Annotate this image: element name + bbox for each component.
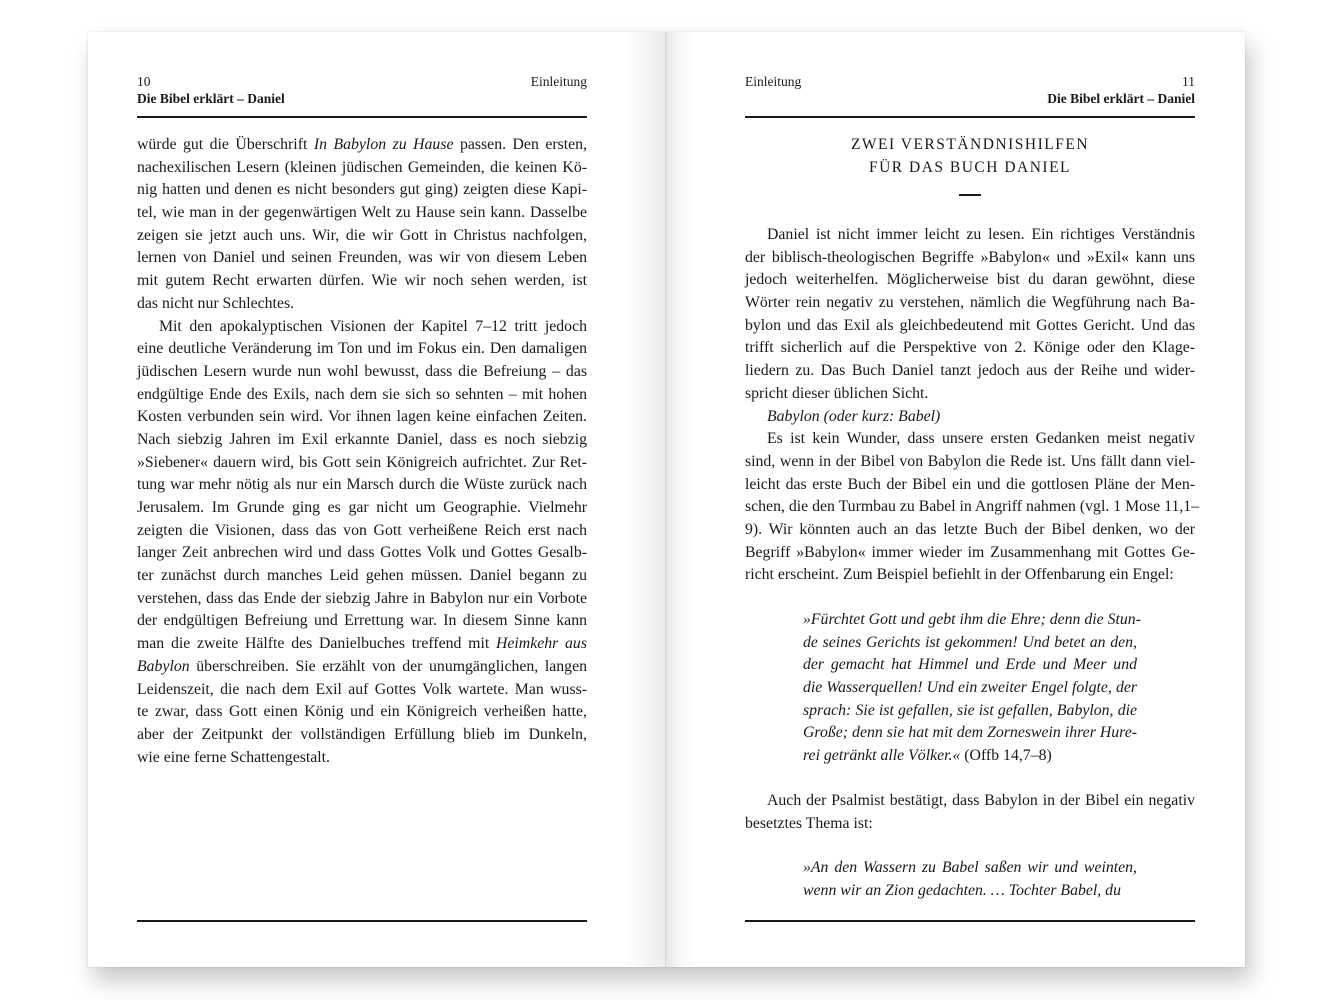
text-line [745, 519, 1195, 542]
text-line [745, 677, 1195, 700]
text-line [137, 270, 587, 293]
text-line [137, 361, 587, 384]
text-run: nig hatten und denen es nicht besonders gut ging) zeigten diese Kapi- [137, 181, 587, 199]
text-run: sind, wenn in der Bibel von Babylon die Rede ist. Uns fällt dann viel- [745, 452, 1195, 470]
text-run: man die zweite Hälfte des Danielbuches treffend mit [137, 635, 496, 653]
text-line [137, 588, 587, 611]
text-line [137, 202, 587, 225]
title-ornament-dash [959, 194, 981, 196]
text-line [137, 701, 587, 724]
body-text [745, 224, 1200, 903]
text-line [137, 429, 587, 452]
text-line [745, 269, 1195, 292]
running-header [745, 73, 1195, 113]
text-run: »Siebener« dauern wird, bis Gott sein Königreich aufrichtet. Zur Ret- [137, 453, 587, 471]
paragraph [745, 224, 1195, 406]
section-name: Einleitung [745, 74, 802, 89]
text-run: 9). Wir könnten auch an das letzte Buch der Bibel denken, wo der [745, 520, 1195, 538]
block-spacer [745, 835, 1195, 857]
text-run: leicht das erste Buch der Bibel ein und die gottlosen Pläne der Men- [745, 475, 1195, 493]
text-run: das nicht nur Schlechtes. [137, 294, 295, 312]
block-spacer [745, 768, 1195, 790]
text-run: richt erscheint. Zum Beispiel befiehlt in der Offenbarung ein Engel: [745, 566, 1174, 584]
text-line [137, 679, 587, 702]
text-line [745, 496, 1200, 519]
text-run: Leidenszeit, die nach dem Exil auf Gottes Volk wartete. Man wuss- [137, 680, 587, 698]
text-line [137, 656, 587, 679]
text-run: schen, die den Turmbau zu Babel in Angriff nahmen (vgl. 1 Mose 11,1– [745, 498, 1200, 516]
text-line [745, 383, 1195, 406]
italic-text: »Fürchtet Gott und gebt ihm die Ehre; denn die Stun- [803, 611, 1141, 628]
italic-text: Babylon (oder kurz: Babel) [767, 407, 941, 425]
text-line [137, 134, 587, 157]
text-run: verstehen, dass das Ende der siebzig Jahre in Babylon nur ein Vorbote [137, 589, 587, 607]
italic-text: sprach: Sie ist gefallen, sie ist gefallen, Babylon, die [803, 701, 1137, 719]
text-run: endgültige Ende des Exils, nach dem sie sich so sehnten – mit hohen [137, 385, 587, 403]
text-line [137, 157, 587, 180]
text-line [745, 474, 1195, 497]
text-run: tel, wie man in der gegenwärtigen Welt zu Hause sein kann. Dasselbe [137, 204, 587, 222]
text-line [745, 337, 1195, 360]
text-run: Kosten verbunden sein wird. Vor ihnen lagen keine einfachen Zeiten. [137, 408, 587, 426]
text-run: Jerusalem. Im Grunde ging es gar nicht um Geographie. Vielmehr [137, 499, 587, 516]
text-line [745, 722, 1195, 745]
text-line [137, 247, 587, 270]
text-line [137, 542, 587, 565]
text-run: Daniel ist nicht immer leicht zu lesen. Ein richtiges Verständnis [767, 226, 1195, 243]
block-quote [745, 609, 1195, 768]
paragraph [137, 316, 587, 770]
paragraph [745, 790, 1195, 835]
text-line [137, 338, 587, 361]
book-title: Die Bibel erklärt – Daniel [137, 91, 285, 106]
text-line [137, 293, 587, 316]
text-line [137, 384, 587, 407]
text-run: nachexilischen Lesern (kleinen jüdischen Gemeinden, die keinen Kö- [137, 158, 587, 176]
text-line [745, 428, 1195, 451]
text-line [745, 292, 1195, 315]
text-run: (Offb 14,7–8) [960, 747, 1052, 765]
text-run: überschreiben. Sie erzählt von der unumgänglichen, langen [189, 657, 587, 675]
page-number: 11 [1182, 74, 1195, 89]
text-line [745, 564, 1195, 587]
text-run: zeigen sie jetzt auch uns. Wir, die wir Gott in Christus nachfolgen, [137, 226, 587, 244]
text-run: jedoch weiterhelfen. Möglicherweise bist du daran gewöhnt, diese [745, 271, 1195, 289]
text-line [745, 451, 1195, 474]
chapter-title [745, 133, 1195, 179]
footer-rule [745, 920, 1195, 922]
text-line [745, 813, 1195, 836]
italic-text: der gemacht hat Himmel und Erde und Meer und [803, 656, 1137, 674]
text-line [137, 724, 587, 747]
text-line [137, 452, 587, 475]
text-run: bylon und das Exil als gleichbedeutend mit Gottes Gericht. Und das [745, 316, 1195, 334]
italic-text: wenn wir an Zion gedachten. … Tochter Babel, du [803, 881, 1121, 899]
text-run: jüdischen Lesern wurde nun wohl bewusst, dass die Befreiung – das [137, 362, 587, 380]
right-page [666, 32, 1245, 967]
text-line [745, 745, 1195, 768]
italic-text: »An den Wassern zu Babel saßen wir und weinten, [803, 859, 1137, 877]
text-run: Es ist kein Wunder, dass unsere ersten Gedanken meist negativ [767, 430, 1195, 448]
text-line [745, 224, 1195, 247]
text-line [137, 406, 587, 429]
block-spacer [745, 587, 1195, 609]
text-line [745, 406, 1195, 429]
text-line [745, 360, 1195, 383]
italic-text: Heimkehr aus [496, 635, 587, 653]
book-title: Die Bibel erklärt – Daniel [1047, 91, 1195, 106]
paragraph [745, 406, 1195, 429]
text-run: wie eine ferne Schattengestalt. [137, 748, 330, 766]
text-line [745, 790, 1195, 813]
text-run: zeigten die Visionen, dass das von Gott verheißene Reich erst nach [137, 521, 587, 539]
paragraph [137, 134, 587, 316]
text-run: mit gutem Recht erwarten dürfen. Wie wir noch sehen werden, ist [137, 272, 587, 290]
italic-text: rei getränkt alle Völker.« [803, 747, 961, 765]
header-rule [745, 116, 1195, 118]
text-run: passen. Den ersten, [453, 136, 587, 153]
text-line [745, 654, 1195, 677]
text-run: eine deutliche Veränderung im Ton und im Fokus ein. Den damaligen [137, 340, 587, 358]
italic-text: de seines Gerichts ist gekommen! Und betet an den, [803, 633, 1137, 651]
text-line [745, 609, 1195, 632]
text-run: ter zunächst durch manches Leid gehen müssen. Daniel begann zu [137, 567, 587, 585]
text-run: spricht dieser üblichen Sicht. [745, 384, 929, 402]
page-number: 10 [137, 74, 151, 89]
body-text [137, 134, 587, 769]
text-run: aber der Zeitpunkt der vollständigen Erfüllung blieb im Dunkeln, [137, 725, 587, 743]
text-line [745, 542, 1195, 565]
chapter-title-line: ZWEI VERSTÄNDNISHILFEN [850, 136, 1090, 153]
text-line [137, 633, 587, 656]
text-line [745, 247, 1195, 270]
text-line [137, 747, 587, 770]
section-name: Einleitung [530, 74, 587, 89]
italic-text: In Babylon zu Hause [313, 136, 454, 153]
text-run: te zwar, dass Gott einen König und ein Königreich verheißen hatte, [137, 703, 587, 721]
header-rule [137, 116, 587, 118]
text-run: Mit den apokalyptischen Visionen der Kapitel 7–12 tritt jedoch [159, 317, 587, 335]
text-run: trifft sicherlich auf die Perspektive von 2. Könige oder den Klage- [745, 339, 1195, 357]
footer-rule [137, 920, 587, 922]
text-run: liedern zu. Das Buch Daniel tanzt jedoch aus der Reihe und wider- [745, 362, 1195, 380]
text-line [137, 520, 587, 543]
italic-text: die Wasserquellen! Und ein zweiter Engel folgte, der [803, 679, 1137, 697]
text-run: tung war mehr nötig als nur ein Marsch durch die Wüste zurück nach [137, 476, 587, 494]
italic-text: Babylon [137, 657, 190, 675]
text-run: lernen von Daniel und seinen Freunden, was wir von diesem Leben [137, 249, 587, 267]
text-line [745, 315, 1195, 338]
text-run: besetztes Thema ist: [745, 814, 873, 832]
text-line [137, 225, 587, 248]
text-run: der endgültigen Befreiung und Errettung war. In diesem Sinne kann [137, 612, 587, 630]
paragraph [745, 428, 1200, 587]
text-line [137, 565, 587, 588]
text-line [137, 316, 587, 339]
text-line [137, 610, 587, 633]
chapter-title-line: FÜR DAS BUCH DANIEL [868, 159, 1072, 176]
text-run: Auch der Psalmist bestätigt, dass Babylon in der Bibel ein negativ [767, 791, 1195, 809]
running-header [137, 73, 587, 113]
text-run: würde gut die Überschrift [137, 136, 314, 153]
text-run: Wörter rein negativ zu verstehen, nämlich die Wegführung nach Ba- [745, 294, 1195, 312]
text-line [745, 857, 1195, 880]
text-line [137, 474, 587, 497]
text-line [745, 632, 1195, 655]
italic-text: Große; denn sie hat mit dem Zorneswein ihrer Hure- [803, 724, 1137, 742]
left-page [88, 32, 666, 967]
text-run: der biblisch-theologischen Begriffe »Babylon« und »Exil« kann uns [745, 248, 1195, 266]
text-run: langer Zeit anbrechen wird und dass Gottes Volk und Gottes Gesalb- [137, 544, 587, 562]
text-line [745, 880, 1195, 903]
book-spread [88, 32, 1245, 967]
text-run: Nach siebzig Jahren im Exil erkannte Daniel, dass es noch siebzig [137, 430, 587, 448]
text-run: Begriff »Babylon« immer wieder im Zusammenhang mit Gottes Ge- [745, 543, 1195, 561]
block-quote [745, 857, 1195, 902]
text-line [137, 179, 587, 202]
text-line [137, 497, 587, 520]
text-line [745, 700, 1195, 723]
